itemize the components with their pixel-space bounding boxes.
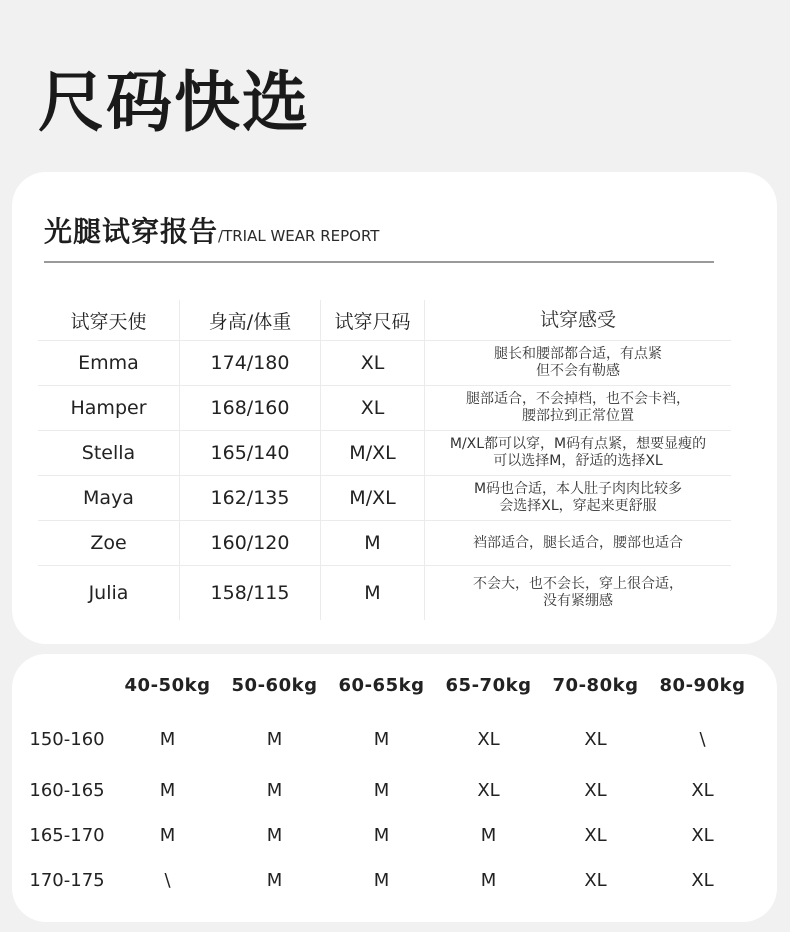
tester-feedback xyxy=(425,521,732,566)
tester-feedback xyxy=(425,386,732,431)
size-cell: XL xyxy=(691,825,714,846)
report-divider xyxy=(44,261,714,263)
size-cell: XL xyxy=(477,728,500,750)
tester-feedback xyxy=(425,431,732,476)
size-cell: M xyxy=(373,825,390,846)
tester-height-weight: 168/160 xyxy=(180,386,321,431)
feedback-line: M/XL都可以穿，M码有点紧，想要显瘦的 xyxy=(449,436,707,452)
tester-feedback xyxy=(425,566,732,621)
tester-feedback xyxy=(425,341,732,386)
trial-table xyxy=(38,300,731,620)
tester-size: M/XL xyxy=(321,476,425,521)
size-cell: \ xyxy=(699,728,706,750)
size-cell: M xyxy=(266,780,283,801)
size-cell: M xyxy=(266,870,283,891)
tester-size: M xyxy=(321,521,425,566)
table-row xyxy=(38,476,731,521)
tester-height-weight: 158/115 xyxy=(180,566,321,621)
col-header-height-weight: 身高/体重 xyxy=(180,300,321,341)
tester-size: M xyxy=(321,566,425,621)
report-heading xyxy=(44,215,380,248)
tester-name: Zoe xyxy=(38,521,180,566)
feedback-line: 裆部适合，腿长适合，腰部也适合 xyxy=(473,534,683,551)
size-cell: M xyxy=(373,728,390,750)
size-cell: M xyxy=(480,825,497,846)
tester-height-weight: 160/120 xyxy=(180,521,321,566)
size-cell: XL xyxy=(691,870,714,891)
feedback-line: 会选择XL，穿起来更舒服 xyxy=(499,498,657,514)
tester-name: Stella xyxy=(38,431,180,476)
size-cell: M xyxy=(159,728,176,750)
weight-header: 65-70kg xyxy=(445,674,532,696)
corner-cell xyxy=(20,666,114,704)
size-cell: M xyxy=(159,825,176,846)
tester-feedback xyxy=(425,476,732,521)
height-range: 170-175 xyxy=(29,870,105,891)
weight-header: 70-80kg xyxy=(552,674,639,696)
tester-name: Julia xyxy=(38,566,180,621)
weight-header: 60-65kg xyxy=(338,674,425,696)
tester-name: Emma xyxy=(38,341,180,386)
size-cell: M xyxy=(373,780,390,801)
tester-height-weight: 165/140 xyxy=(180,431,321,476)
size-row xyxy=(20,768,756,813)
tester-height-weight: 162/135 xyxy=(180,476,321,521)
size-cell: M xyxy=(480,870,497,891)
col-header-feedback: 试穿感受 xyxy=(539,308,616,331)
size-cell: M xyxy=(266,825,283,846)
weight-header: 40-50kg xyxy=(124,674,211,696)
size-cell: XL xyxy=(584,825,607,846)
trial-report-card xyxy=(12,172,777,644)
size-cell: XL xyxy=(584,870,607,891)
size-cell: XL xyxy=(477,780,500,801)
report-title-cn: 光腿试穿报告 xyxy=(44,215,219,248)
height-range: 150-160 xyxy=(29,728,105,750)
tester-size: XL xyxy=(321,341,425,386)
weight-header: 80-90kg xyxy=(659,674,746,696)
table-row xyxy=(38,386,731,431)
size-cell: M xyxy=(373,870,390,891)
size-cell: XL xyxy=(584,728,607,750)
table-row xyxy=(38,341,731,386)
height-range: 160-165 xyxy=(29,780,105,801)
height-range: 165-170 xyxy=(29,825,105,846)
size-cell: M xyxy=(266,728,283,750)
size-cell: M xyxy=(159,780,176,801)
size-chart-header xyxy=(20,666,756,704)
feedback-line: M码也合适，本人肚子肉肉比较多 xyxy=(473,481,683,497)
col-header-size: 试穿尺码 xyxy=(321,300,425,341)
size-chart-table xyxy=(20,666,756,903)
tester-height-weight: 174/180 xyxy=(180,341,321,386)
table-row xyxy=(38,431,731,476)
tester-size: M/XL xyxy=(321,431,425,476)
table-row xyxy=(38,521,731,566)
trial-table-header xyxy=(38,300,731,341)
size-row xyxy=(20,704,756,768)
page-title: 尺码快选 xyxy=(38,64,310,141)
tester-size: XL xyxy=(321,386,425,431)
size-cell: \ xyxy=(164,870,171,891)
feedback-line: 不会大，也不会长，穿上很合适， xyxy=(473,576,683,592)
size-cell: XL xyxy=(691,780,714,801)
tester-name: Maya xyxy=(38,476,180,521)
col-header-name: 试穿天使 xyxy=(38,300,180,341)
feedback-line: 腰部拉到正常位置 xyxy=(522,408,634,424)
tester-name: Hamper xyxy=(38,386,180,431)
size-row xyxy=(20,858,756,903)
table-row xyxy=(38,566,731,621)
feedback-line: 腿长和腰部都合适，有点紧 xyxy=(494,346,662,362)
report-title-en: /TRIAL WEAR REPORT xyxy=(218,227,380,245)
weight-header: 50-60kg xyxy=(231,674,318,696)
feedback-line: 但不会有勒感 xyxy=(536,363,620,379)
feedback-line: 腿部适合，不会掉档，也不会卡裆， xyxy=(466,391,690,407)
feedback-line: 没有紧绷感 xyxy=(543,593,613,609)
size-cell: XL xyxy=(584,780,607,801)
size-chart-card xyxy=(12,654,777,922)
size-row xyxy=(20,813,756,858)
feedback-line: 可以选择M，舒适的选择XL xyxy=(493,453,663,469)
